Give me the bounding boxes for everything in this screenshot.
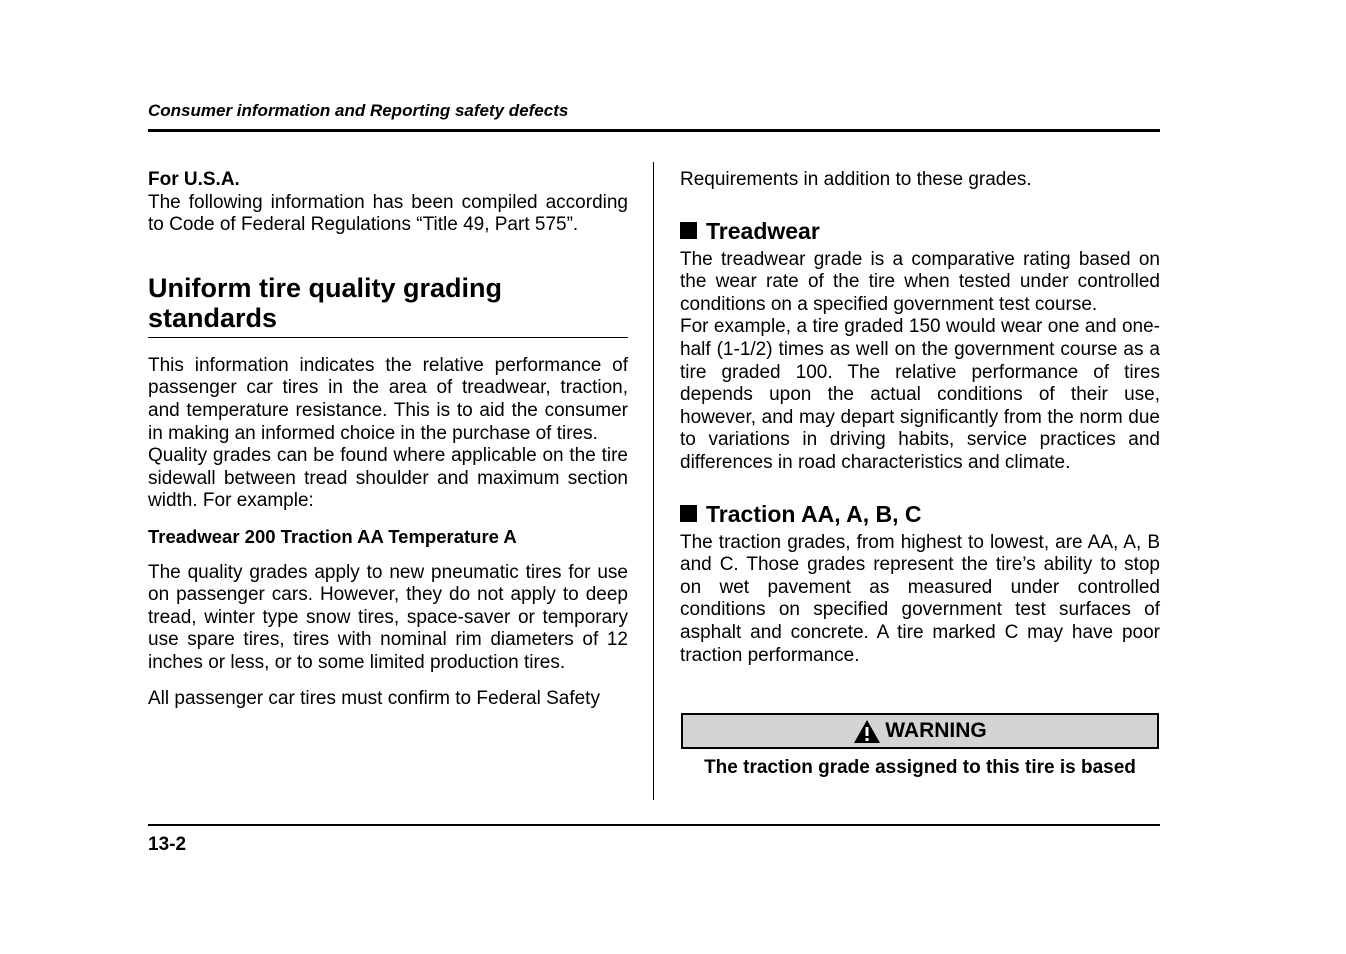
usa-text: The following information has been compiled according to Code of Federal Regulations “Title 49, Part 575”.	[148, 191, 628, 236]
header-rule	[148, 129, 1160, 132]
page-number: 13-2	[148, 834, 187, 855]
continued-text: Requirements in addition to these grades.	[680, 169, 1032, 190]
applicability-paragraph: The quality grades apply to new pneumatic tires for use on passenger cars. However, they do not apply to deep tread, winter type snow tires, space-saver or temporary use spare tires, tires with nominal rim diameters of 12 inches or less, or to some limited production tires.	[148, 561, 628, 673]
warning-label: WARNING	[885, 719, 987, 742]
warning-text: The traction grade assigned to this tire is based	[704, 757, 1136, 778]
example-grades: Treadwear 200 Traction AA Temperature A	[148, 525, 517, 547]
footer-rule	[148, 824, 1160, 826]
treadwear-heading	[680, 217, 1160, 245]
treadwear-paragraph-1: The treadwear grade is a comparative rating based on the wear rate of the tire when tested under controlled conditions on a specified government test course.	[680, 248, 1160, 315]
square-bullet-icon	[680, 505, 697, 522]
square-bullet-icon	[680, 222, 697, 239]
federal-safety-paragraph: All passenger car tires must confirm to Federal Safety	[148, 687, 600, 709]
traction-heading	[680, 500, 1160, 528]
column-divider	[653, 162, 654, 800]
traction-title: Traction AA, A, B, C	[706, 500, 922, 527]
traction-paragraph: The traction grades, from highest to lowest, are AA, A, B and C. Those grades represent the tire’s ability to stop on wet pavement as measured under controlled conditions on specified government test surfaces of asphalt and concrete. A tire marked C may have poor traction performance.	[680, 531, 1160, 666]
treadwear-paragraph-2: For example, a tire graded 150 would wear one and one-half (1-1/2) times as well on the government course as a tire graded 100. The relative performance of tires depends upon the actual conditions of their use, however, and may depart significantly from the norm due to variations in driving habits, service practices and differences in road characteristics and climate.	[680, 316, 1160, 473]
quality-grades-paragraph: Quality grades can be found where applicable on the tire sidewall between tread shoulder and maximum section width. For example:	[148, 445, 628, 512]
warning-banner	[681, 713, 1159, 749]
intro-paragraph: This information indicates the relative performance of passenger car tires in the area of treadwear, traction, and temperature resistance. This is to aid the consumer in making an informed choice in the purchase of tires.	[148, 354, 628, 444]
usa-heading: For U.S.A.	[148, 169, 240, 190]
right-column	[680, 169, 1160, 667]
treadwear-title: Treadwear	[706, 217, 820, 244]
running-head: Consumer information and Reporting safety defects	[148, 101, 569, 120]
left-column	[148, 169, 628, 710]
section-title: Uniform tire quality grading standards	[148, 273, 628, 338]
warning-triangle-icon	[853, 719, 881, 744]
